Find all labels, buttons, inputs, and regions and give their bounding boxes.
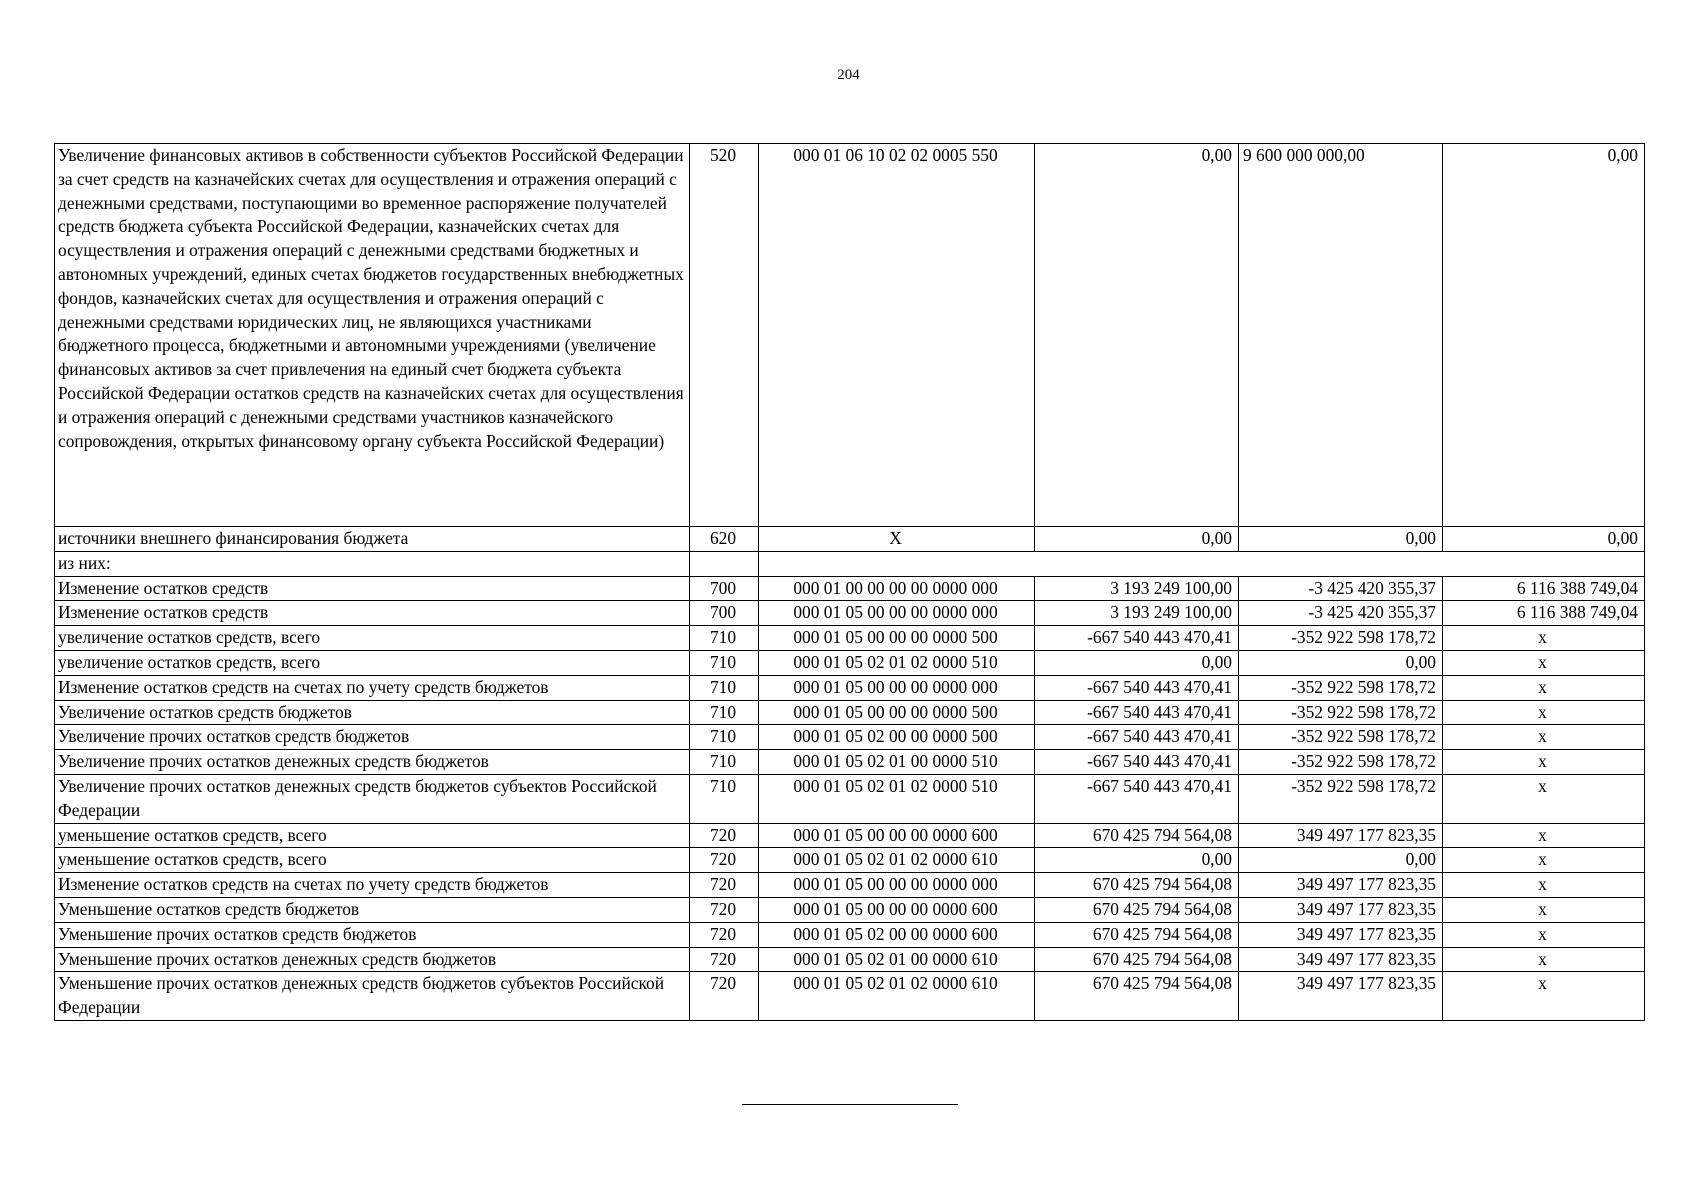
row-line-code: 620: [690, 527, 759, 552]
row-value-3: x: [1443, 848, 1645, 873]
row-value-2: 349 497 177 823,35: [1239, 972, 1443, 1021]
row-classification-code: 000 01 05 00 00 00 0000 600: [759, 897, 1035, 922]
report-table: [54, 143, 1645, 1021]
row-name: Увеличение прочих остатков денежных средств бюджетов: [55, 750, 690, 775]
row-value-1: 0,00: [1035, 650, 1239, 675]
row-value-2: 0,00: [1239, 650, 1443, 675]
row-line-code: 720: [690, 873, 759, 898]
row-value-1: 670 425 794 564,08: [1035, 972, 1239, 1021]
row-value-1: 670 425 794 564,08: [1035, 823, 1239, 848]
table-row: [55, 527, 1645, 552]
table-row: [55, 551, 1645, 576]
row-classification-code: 000 01 06 10 02 02 0005 550: [759, 144, 1035, 527]
row-value-2: 349 497 177 823,35: [1239, 873, 1443, 898]
row-name: Увеличение прочих остатков средств бюджетов: [55, 725, 690, 750]
row-value-1: 0,00: [1035, 144, 1239, 527]
table-row: [55, 576, 1645, 601]
row-value-3: x: [1443, 774, 1645, 823]
row-value-3: x: [1443, 972, 1645, 1021]
row-name: Изменение остатков средств на счетах по учету средств бюджетов: [55, 675, 690, 700]
row-value-1: -667 540 443 470,41: [1035, 626, 1239, 651]
row-name: увеличение остатков средств, всего: [55, 626, 690, 651]
row-classification-code: 000 01 05 00 00 00 0000 500: [759, 700, 1035, 725]
row-name: Изменение остатков средств: [55, 601, 690, 626]
row-value-2: -352 922 598 178,72: [1239, 750, 1443, 775]
row-value-1: 670 425 794 564,08: [1035, 922, 1239, 947]
table-row: [55, 848, 1645, 873]
page-number: 204: [837, 67, 860, 83]
row-classification-code: 000 01 05 00 00 00 0000 600: [759, 823, 1035, 848]
row-line-code: 710: [690, 675, 759, 700]
row-value-1: -667 540 443 470,41: [1035, 725, 1239, 750]
row-classification-code: X: [759, 527, 1035, 552]
row-line-code: 720: [690, 897, 759, 922]
row-name: Увеличение остатков средств бюджетов: [55, 700, 690, 725]
row-value-1: -667 540 443 470,41: [1035, 774, 1239, 823]
row-classification-code: 000 01 05 02 01 00 0000 610: [759, 947, 1035, 972]
row-name: Увеличение прочих остатков денежных средств бюджетов субъектов Российской Федерации: [55, 774, 690, 823]
row-value-2: 349 497 177 823,35: [1239, 897, 1443, 922]
row-line-code: 710: [690, 626, 759, 651]
row-line-code: 710: [690, 774, 759, 823]
row-value-1: 0,00: [1035, 527, 1239, 552]
row-value-2: 349 497 177 823,35: [1239, 823, 1443, 848]
row-value-3: x: [1443, 922, 1645, 947]
row-classification-code: 000 01 05 02 01 02 0000 610: [759, 848, 1035, 873]
row-value-1: 670 425 794 564,08: [1035, 897, 1239, 922]
row-classification-code: 000 01 05 00 00 00 0000 500: [759, 626, 1035, 651]
row-value-1: -667 540 443 470,41: [1035, 700, 1239, 725]
table-row: [55, 897, 1645, 922]
row-name: Увеличение финансовых активов в собственности субъектов Российской Федерации за счет средств на казначейских счетах для осуществления и отражения операций с денежными средствами, поступающими во временное распоряжение получателей средств бюджета субъекта Российской Федерации, казначейских счетах для осуществления и отражения операций с денежными средствами бюджетных и автономных учреждений, единых счетах бюджетов государственных внебюджетных фондов, казначейских счетах для осуществления и отражения операций с денежными средствами юридических лиц, не являющихся участниками бюджетного процесса, бюджетными и автономными учреждениями (увеличение финансовых активов за счет привлечения на единый счет бюджета субъекта Российской Федерации остатков средств на казначейских счетах для осуществления и отражения операций с денежными средствами участников казначейского сопровождения, открытых финансовому органу субъекта Российской Федерации): [55, 144, 690, 527]
row-name: уменьшение остатков средств, всего: [55, 823, 690, 848]
row-line-code: 720: [690, 922, 759, 947]
row-name: источники внешнего финансирования бюджета: [55, 527, 690, 552]
row-line-code: 710: [690, 725, 759, 750]
row-line-code: 720: [690, 972, 759, 1021]
table-row: [55, 725, 1645, 750]
row-value-3: 6 116 388 749,04: [1443, 601, 1645, 626]
row-name: Изменение остатков средств на счетах по учету средств бюджетов: [55, 873, 690, 898]
row-line-code: 720: [690, 848, 759, 873]
row-name: Уменьшение прочих остатков средств бюджетов: [55, 922, 690, 947]
row-line-code: [690, 551, 759, 576]
row-value-2: 0,00: [1239, 848, 1443, 873]
row-classification-code: 000 01 00 00 00 00 0000 000: [759, 576, 1035, 601]
row-value-3: 0,00: [1443, 527, 1645, 552]
row-classification-code: 000 01 05 02 01 00 0000 510: [759, 750, 1035, 775]
row-value-2: 0,00: [1239, 527, 1443, 552]
row-value-2: -3 425 420 355,37: [1239, 576, 1443, 601]
table-row: [55, 700, 1645, 725]
table-row: [55, 675, 1645, 700]
table-row: [55, 650, 1645, 675]
row-value-2: 349 497 177 823,35: [1239, 947, 1443, 972]
row-value-1: -667 540 443 470,41: [1035, 675, 1239, 700]
row-value-3: x: [1443, 675, 1645, 700]
table-row: [55, 947, 1645, 972]
row-value-2: -352 922 598 178,72: [1239, 700, 1443, 725]
row-value-1: 670 425 794 564,08: [1035, 947, 1239, 972]
row-line-code: 700: [690, 576, 759, 601]
table-row: [55, 873, 1645, 898]
row-value-3: x: [1443, 873, 1645, 898]
row-classification-code: 000 01 05 00 00 00 0000 000: [759, 601, 1035, 626]
row-value-3: x: [1443, 897, 1645, 922]
row-line-code: 710: [690, 750, 759, 775]
row-classification-code: 000 01 05 02 01 02 0000 610: [759, 972, 1035, 1021]
row-name: из них:: [55, 551, 690, 576]
row-value-3: x: [1443, 700, 1645, 725]
row-line-code: 520: [690, 144, 759, 527]
row-name: Изменение остатков средств: [55, 576, 690, 601]
row-value-1: 670 425 794 564,08: [1035, 873, 1239, 898]
table-row: [55, 144, 1645, 527]
row-value-2: 9 600 000 000,00: [1239, 144, 1443, 527]
table-row: [55, 774, 1645, 823]
row-name: Уменьшение остатков средств бюджетов: [55, 897, 690, 922]
row-value-1: 3 193 249 100,00: [1035, 576, 1239, 601]
row-value-3: x: [1443, 725, 1645, 750]
row-name: увеличение остатков средств, всего: [55, 650, 690, 675]
row-line-code: 720: [690, 823, 759, 848]
row-classification-code: 000 01 05 02 00 00 0000 500: [759, 725, 1035, 750]
row-value-2: -352 922 598 178,72: [1239, 626, 1443, 651]
row-value-2: 349 497 177 823,35: [1239, 922, 1443, 947]
row-line-code: 710: [690, 650, 759, 675]
row-value-1: -667 540 443 470,41: [1035, 750, 1239, 775]
row-classification-code: 000 01 05 02 00 00 0000 600: [759, 922, 1035, 947]
table-row: [55, 750, 1645, 775]
row-value-2: -352 922 598 178,72: [1239, 774, 1443, 823]
row-classification-code: 000 01 05 00 00 00 0000 000: [759, 675, 1035, 700]
row-value-3: 0,00: [1443, 144, 1645, 527]
row-name: уменьшение остатков средств, всего: [55, 848, 690, 873]
row-classification-code: 000 01 05 02 01 02 0000 510: [759, 774, 1035, 823]
row-value-2: -352 922 598 178,72: [1239, 725, 1443, 750]
table-row: [55, 823, 1645, 848]
row-value-1: 0,00: [1035, 848, 1239, 873]
table-row: [55, 626, 1645, 651]
row-name: Уменьшение прочих остатков денежных средств бюджетов субъектов Российской Федерации: [55, 972, 690, 1021]
row-classification-code: 000 01 05 02 01 02 0000 510: [759, 650, 1035, 675]
row-line-code: 710: [690, 700, 759, 725]
footer-divider: [742, 1104, 958, 1105]
row-value-3: 6 116 388 749,04: [1443, 576, 1645, 601]
row-value-2: -3 425 420 355,37: [1239, 601, 1443, 626]
table-row: [55, 601, 1645, 626]
row-value-2: -352 922 598 178,72: [1239, 675, 1443, 700]
table-row: [55, 972, 1645, 1021]
row-value-3: x: [1443, 750, 1645, 775]
row-value-3: x: [1443, 626, 1645, 651]
row-classification-code: 000 01 05 00 00 00 0000 000: [759, 873, 1035, 898]
row-value-1: 3 193 249 100,00: [1035, 601, 1239, 626]
table-row: [55, 922, 1645, 947]
row-value-3: x: [1443, 650, 1645, 675]
row-value-3: x: [1443, 947, 1645, 972]
row-line-code: 700: [690, 601, 759, 626]
row-name: Уменьшение прочих остатков денежных средств бюджетов: [55, 947, 690, 972]
row-value-3: x: [1443, 823, 1645, 848]
row-empty-values: [759, 551, 1645, 576]
row-line-code: 720: [690, 947, 759, 972]
